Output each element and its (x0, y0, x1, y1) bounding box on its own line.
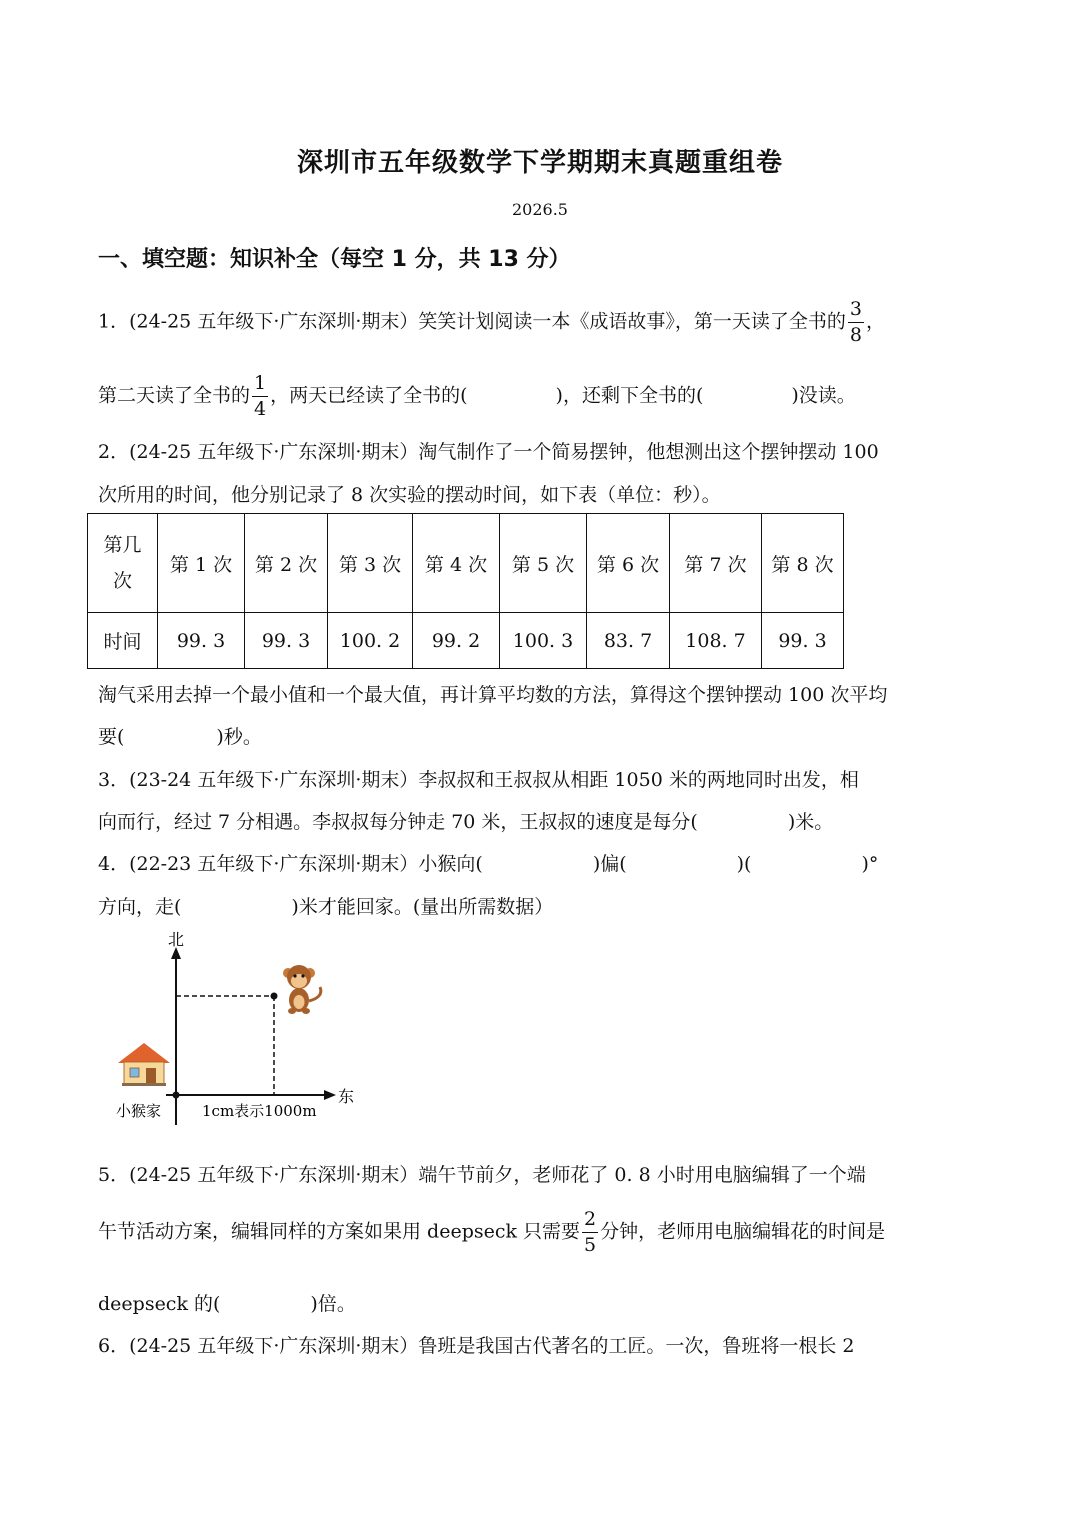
north-label: 北 (168, 930, 185, 949)
q4-text-2b: )米才能回家。(量出所需数据） (291, 896, 554, 918)
fraction-1-4 (252, 374, 268, 419)
table-header-cell: 第 3 次 (328, 514, 413, 613)
table-header-cell: 第 2 次 (245, 514, 328, 613)
page-title: 深圳市五年级数学下学期期末真题重组卷 (296, 148, 783, 178)
table-cell: 99. 3 (158, 613, 245, 669)
table-header-label (88, 514, 158, 613)
table-cell: 108. 7 (670, 613, 762, 669)
q4-text-1d: )° (861, 853, 879, 875)
table-header-cell: 第 8 次 (762, 514, 844, 613)
question-5-line-1: 5．(24-25 五年级下·广东深圳·期末）端午节前夕，老师花了 0. 8 小时用电脑编辑了一个端 (98, 1164, 866, 1186)
question-4-line-1 (98, 849, 878, 876)
q5-text-2a: 午节活动方案，编辑同样的方案如果用 deepseck 只需要 (98, 1220, 581, 1243)
question-6-line-1: 6．(24-25 五年级下·广东深圳·期末）鲁班是我国古代著名的工匠。一次，鲁班将一根长 2 (98, 1335, 855, 1357)
q1-punct: ， (866, 310, 886, 333)
fraction-numerator: 2 (582, 1210, 598, 1233)
fraction-2-5 (582, 1210, 598, 1255)
question-2-line-1: 2．(24-25 五年级下·广东深圳·期末）淘气制作了一个简易摆钟，他想测出这个摆钟摆动 100 (98, 441, 879, 463)
fraction-denominator: 8 (849, 324, 862, 346)
table-cell: 100. 2 (328, 613, 413, 669)
fraction-numerator: 3 (848, 300, 864, 323)
table-row (88, 613, 844, 669)
question-3-line-2 (98, 807, 833, 834)
q3-text-2a: 向而行，经过 7 分相遇。李叔叔每分钟走 70 米，王叔叔的速度是每分( (98, 811, 698, 833)
table-row-label: 时间 (88, 613, 158, 669)
table-header-cell: 第 1 次 (158, 514, 245, 613)
q2-text-4a: 要( (98, 726, 125, 748)
fraction-numerator: 1 (252, 374, 268, 397)
q3-text-2b: )米。 (787, 811, 834, 833)
q4-text-1a: 4．(22-23 五年级下·广东深圳·期末）小猴向( (98, 853, 483, 875)
monkey-position-point (271, 993, 278, 1000)
table-cell: 99. 3 (245, 613, 328, 669)
monkey-icon (283, 965, 321, 1014)
table-cell: 100. 3 (500, 613, 587, 669)
q1-text-2d: )没读。 (791, 384, 856, 407)
q1-text-2a: 第二天读了全书的 (98, 384, 251, 407)
q2-text-4b: )秒。 (216, 726, 262, 748)
q4-text-1b: )偏( (592, 853, 627, 875)
table-header-row (88, 514, 844, 613)
q4-text-2a: 方向，走( (98, 896, 182, 918)
fraction-denominator: 5 (584, 1234, 597, 1256)
q5-text-3b: )倍。 (310, 1293, 356, 1315)
house-icon (118, 1043, 170, 1086)
question-3-line-1: 3．(23-24 五年级下·广东深圳·期末）李叔叔和王叔叔从相距 1050 米的两地同时出发，相 (98, 769, 859, 791)
direction-diagram (110, 925, 370, 1135)
question-1-line-2 (98, 374, 856, 419)
east-arrow-icon (324, 1090, 336, 1100)
question-2-line-4 (98, 722, 262, 749)
header-label-part: 次 (112, 570, 132, 592)
table-cell: 99. 2 (413, 613, 500, 669)
fraction-3-8 (848, 300, 864, 345)
table-header-cell: 第 6 次 (587, 514, 670, 613)
q1-text-2b: ，两天已经读了全书的( (270, 384, 468, 407)
table-header-cell: 第 7 次 (670, 514, 762, 613)
table-cell: 99. 3 (762, 613, 844, 669)
table-header-cell: 第 5 次 (500, 514, 587, 613)
question-5-line-3 (98, 1289, 356, 1316)
question-5-line-2 (98, 1210, 885, 1255)
q5-text-3a: deepseck 的( (98, 1293, 221, 1315)
table-cell: 83. 7 (587, 613, 670, 669)
home-origin-point (173, 1092, 180, 1099)
question-4-line-2 (98, 892, 553, 919)
header-label-part: 第几 (103, 533, 142, 556)
q1-text-2c: )，还剩下全书的( (555, 384, 704, 407)
fraction-denominator: 4 (254, 398, 267, 420)
exam-date: 2026.5 (512, 200, 568, 219)
section-heading: 一、填空题：知识补全（每空 1 分，共 13 分） (98, 247, 571, 272)
table-header-cell: 第 4 次 (413, 514, 500, 613)
pendulum-time-table (87, 513, 844, 669)
q1-text: 1．(24-25 五年级下·广东深圳·期末）笑笑计划阅读一本《成语故事》，第一天读了全书的 (98, 310, 846, 333)
home-label: 小猴家 (116, 1102, 162, 1120)
scale-label: 1cm表示1000m (202, 1102, 317, 1120)
question-2-line-2: 次所用的时间，他分别记录了 8 次实验的摆动时间，如下表（单位：秒）。 (98, 484, 721, 506)
q4-text-1c: )( (736, 853, 752, 875)
east-label: 东 (338, 1087, 355, 1106)
q5-text-2b: 分钟，老师用电脑编辑花的时间是 (600, 1220, 886, 1243)
question-2-line-3: 淘气采用去掉一个最小值和一个最大值，再计算平均数的方法，算得这个摆钟摆动 100 次平均 (98, 684, 888, 706)
question-1-line-1 (98, 300, 885, 345)
